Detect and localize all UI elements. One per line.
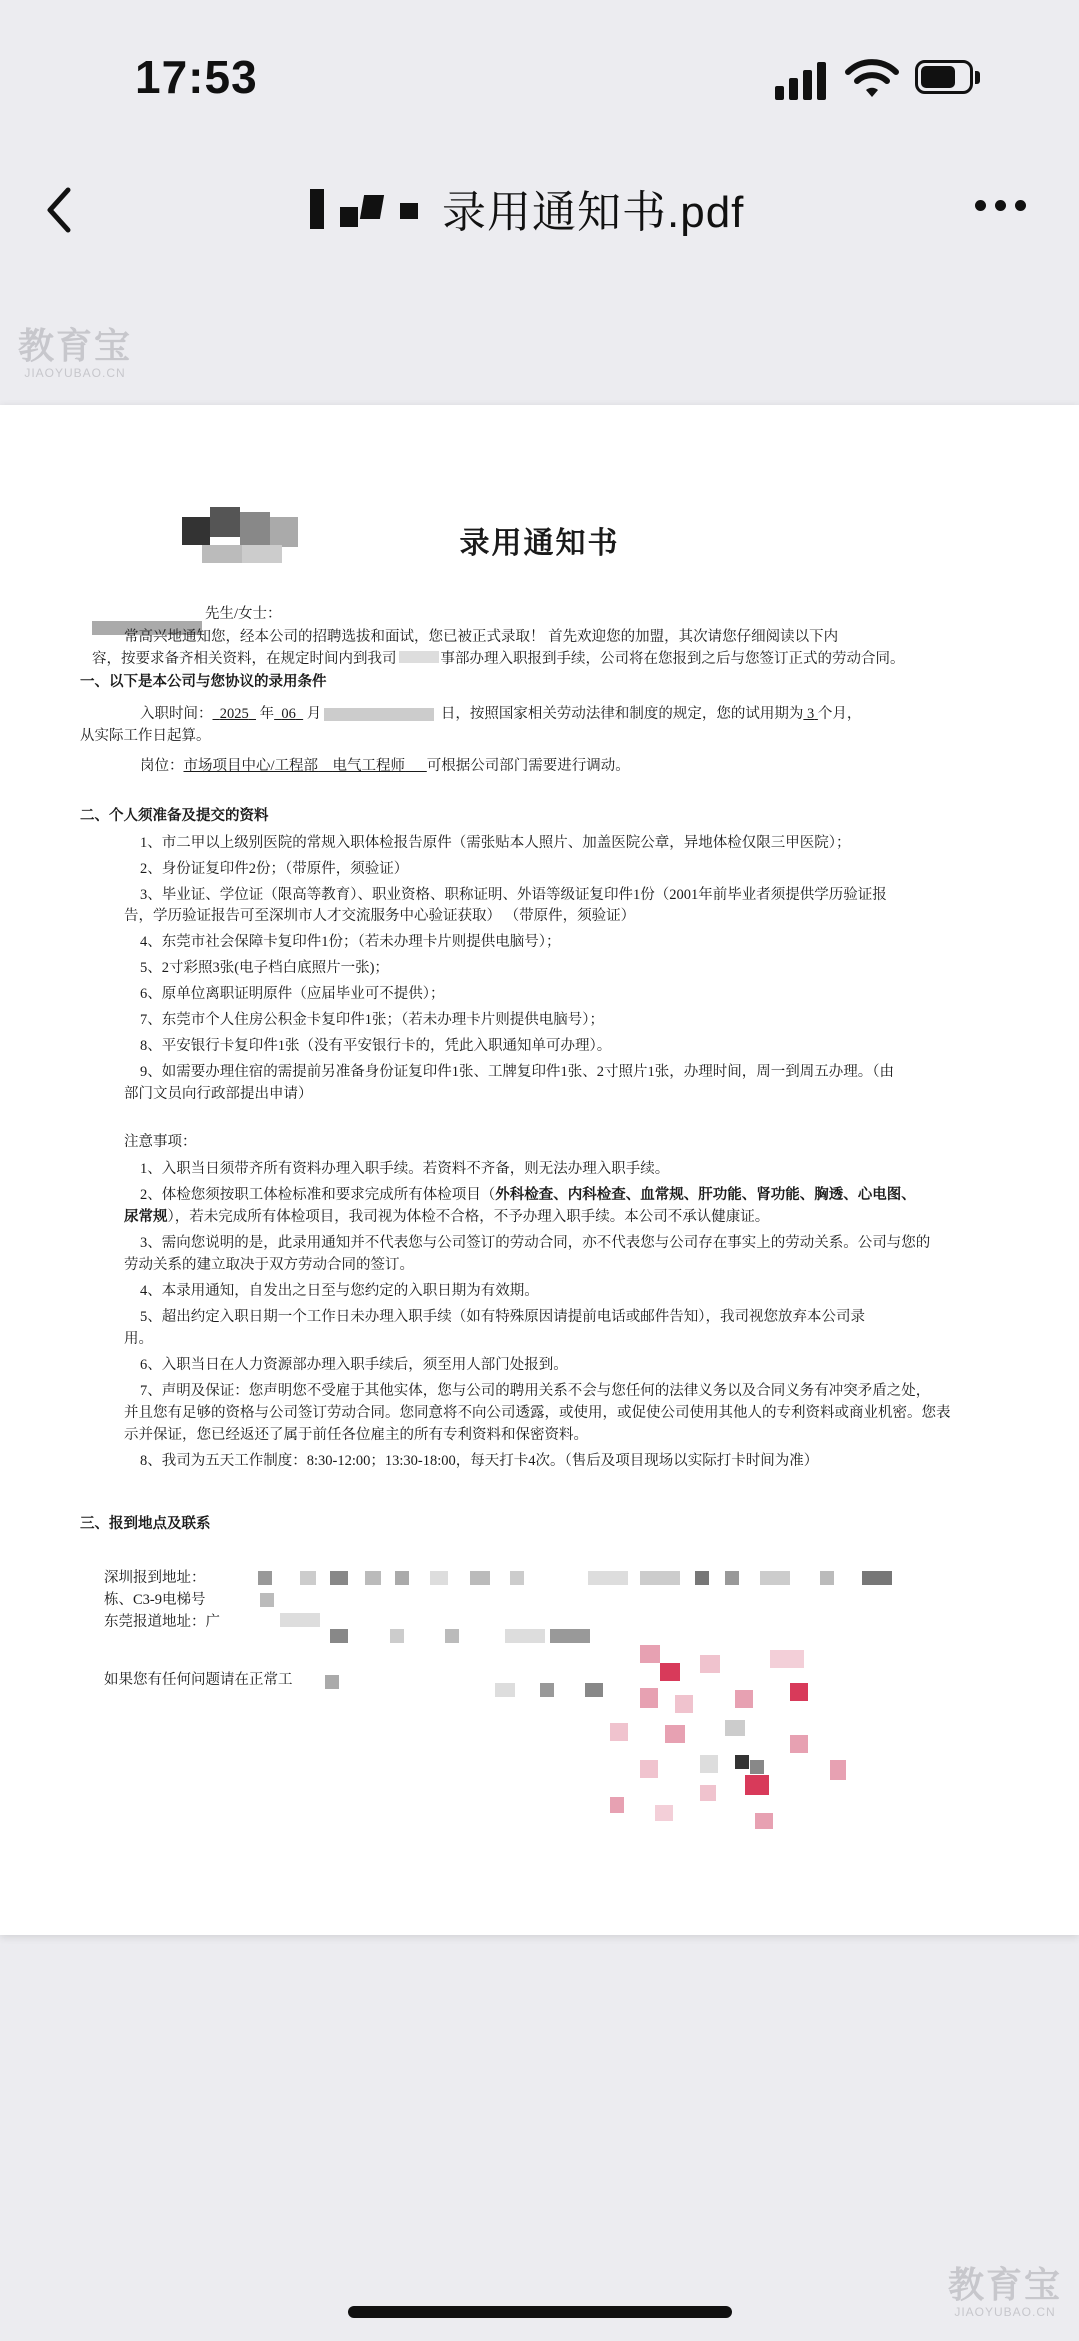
list-item: 部门文员向行政部提出申请） <box>124 1086 313 1102</box>
address-label: 东莞报道地址：广 <box>104 1614 220 1630</box>
status-time: 17:53 <box>135 51 258 103</box>
list-item: 8、我司为五天工作制度：8:30-12:00；13:30-18:00，每天打卡4次。（售后及项目现场以实际打卡时间为准） <box>140 1453 819 1469</box>
document-heading: 录用通知书 <box>459 527 620 560</box>
position-line: 岗位：市场项目中心/工程部 电气工程师 可根据公司部门需要进行调动。 <box>140 758 630 774</box>
intro-line: 常高兴地通知您，经本公司的招聘选拔和面试，您已被正式录取！ 首先欢迎您的加盟，其次请您仔细阅读以下内 <box>124 629 839 645</box>
list-item: 9、如需要办理住宿的需提前另准备身份证复印件1张、工牌复印件1张、2寸照片1张，办理时间，周一到周五办理。（由 <box>140 1064 894 1080</box>
section-heading: 一、以下是本公司与您协议的录用条件 <box>80 674 327 690</box>
section-heading: 三、报到地点及联系 <box>80 1516 211 1532</box>
list-item: 4、东莞市社会保障卡复印件1份；（若未办理卡片则提供电脑号）； <box>140 934 561 950</box>
address-label: 栋、C3-9电梯号 <box>104 1592 206 1608</box>
list-item: 5、2寸彩照3张(电子档白底照片一张)； <box>140 960 389 976</box>
list-item: 尿常规），若未完成所有体检项目，我司视为体检不合格，不予办理入职手续。本公司不承认健康证。 <box>124 1209 770 1225</box>
salutation: 先生/女士： <box>205 606 282 622</box>
contact-line: 如果您有任何问题请在正常工 <box>104 1672 293 1688</box>
list-item: 劳动关系的建立取决于双方劳动合同的签订。 <box>124 1257 414 1273</box>
list-item: 3、需向您说明的是，此录用通知并不代表您与公司签订的劳动合同，亦不代表您与公司存在事实上的劳动关系。公司与您的 <box>140 1235 931 1251</box>
cellular-signal-icon <box>775 60 835 100</box>
nav-title <box>300 178 744 238</box>
list-item: 3、毕业证、学位证（限高等教育）、职业资格、职称证明、外语等级证复印件1份（2001年前毕业者须提供学历验证报 <box>140 887 887 903</box>
address-label: 深圳报到地址： <box>104 1570 206 1586</box>
list-item: 6、入职当日在人力资源部办理入职手续后，须至用人部门处报到。 <box>140 1357 568 1373</box>
nav-bar <box>0 150 1079 270</box>
section-heading: 二、个人须准备及提交的资料 <box>80 808 269 824</box>
list-item: 告，学历验证报告可至深圳市人才交流服务中心验证获取） （带原件，须验证） <box>124 908 636 924</box>
back-chevron-icon[interactable] <box>40 180 80 240</box>
status-bar <box>0 0 1079 150</box>
document-title: 录用通知书.pdf <box>442 188 745 237</box>
section-heading: 注意事项： <box>124 1134 197 1150</box>
wifi-icon <box>845 58 899 100</box>
list-item: 6、原单位离职证明原件（应届毕业可不提供）； <box>140 986 445 1002</box>
pdf-page[interactable] <box>0 405 1079 1935</box>
list-item: 1、市二甲以上级别医院的常规入职体检报告原件（需张贴本人照片、加盖医院公章，异地体检仅限三甲医院）； <box>140 835 851 851</box>
list-item: 4、本录用通知，自发出之日至与您约定的入职日期为有效期。 <box>140 1283 539 1299</box>
hire-date-line: 入职时间： 2025 年 06 月 日，按照国家相关劳动法律和制度的规定，您的试用期为 3 个月， <box>140 706 862 722</box>
list-item: 7、声明及保证：您声明您不受雇于其他实体，您与公司的聘用关系不会与您任何的法律义务以及合同义务有冲突矛盾之处， <box>140 1383 931 1399</box>
battery-icon <box>915 60 983 96</box>
home-indicator[interactable] <box>348 2306 732 2318</box>
list-item: 8、平安银行卡复印件1张（没有平安银行卡的，凭此入职通知单可办理）。 <box>140 1038 612 1054</box>
list-item: 5、超出约定入职日期一个工作日未办理入职手续（如有特殊原因请提前电话或邮件告知），我司视您放弃本公司录 <box>140 1309 865 1325</box>
intro-line: 容，按要求备齐相关资料，在规定时间内到我司 事部办理入职报到手续，公司将在您报到之后与您签订正式的劳动合同。 <box>92 651 905 667</box>
redacted-title-prefix <box>300 185 430 231</box>
watermark: 教育宝 JIAOYUBAO.CN <box>18 326 133 380</box>
more-options-icon[interactable] <box>975 200 1027 214</box>
list-item: 并且您有足够的资格与公司签订劳动合同。您同意将不向公司透露，或使用，或促使公司使用其他人的专利资料或商业机密。您表 <box>124 1405 951 1421</box>
watermark: 教育宝 JIAOYUBAO.CN <box>948 2265 1063 2319</box>
list-item: 2、身份证复印件2份；（带原件，须验证） <box>140 861 409 877</box>
hire-date-line: 从实际工作日起算。 <box>80 728 211 744</box>
list-item: 7、东莞市个人住房公积金卡复印件1张；（若未办理卡片则提供电脑号）； <box>140 1012 604 1028</box>
list-item: 1、入职当日须带齐所有资料办理入职手续。若资料不齐备，则无法办理入职手续。 <box>140 1161 670 1177</box>
list-item: 2、体检您须按职工体检标准和要求完成所有体检项目（外科检查、内科检查、血常规、肝功能、肾功能、胸透、心电图、 <box>140 1187 916 1203</box>
list-item: 用。 <box>124 1331 153 1347</box>
list-item: 示并保证，您已经返还了属于前任各位雇主的所有专利资料和保密资料。 <box>124 1427 588 1443</box>
